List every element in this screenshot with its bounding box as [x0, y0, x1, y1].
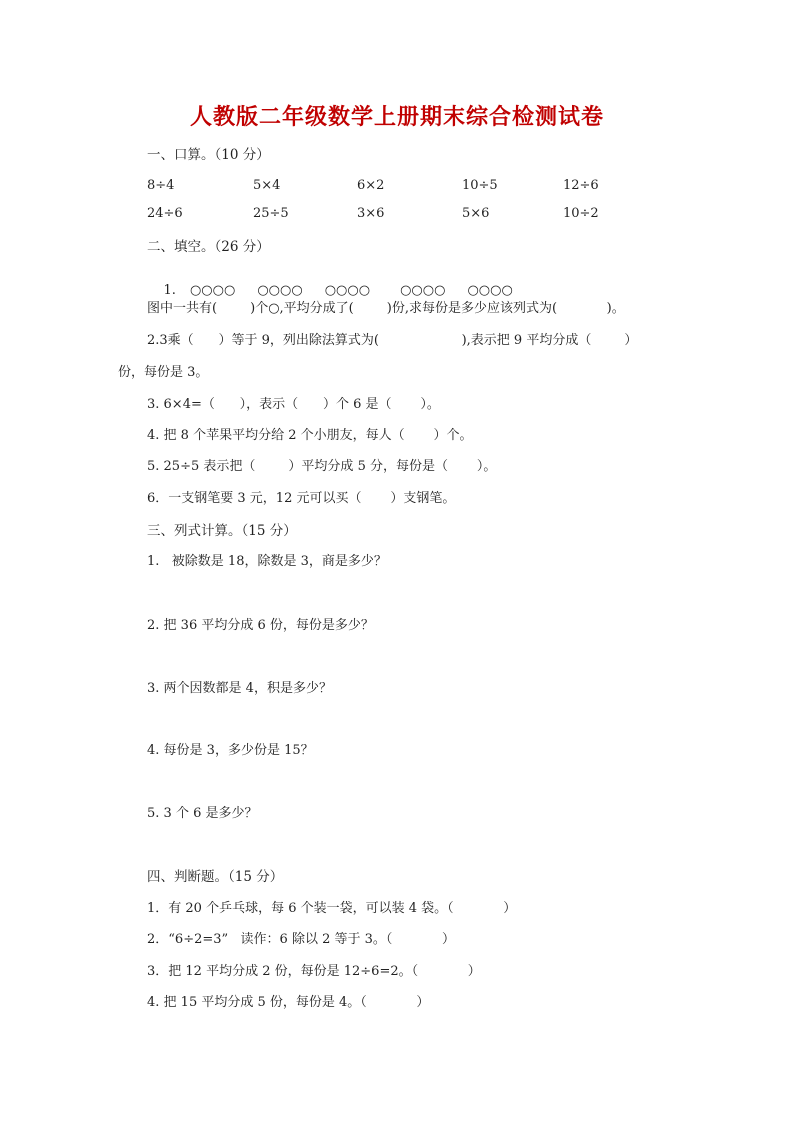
- judge-question: 3．把 12 平均分成 2 份，每份是 12÷6=2。（ ）: [147, 964, 481, 979]
- fill-question: 图中一共有( )个○,平均分成了( )份,求每份是多少应该列式为( )。: [147, 301, 625, 316]
- circle-group: ○○○○: [324, 283, 371, 298]
- circle-group: ○○○○: [400, 283, 446, 298]
- fill-question: 5. 25÷5 表示把（ ）平均分成 5 分，每份是（ ）。: [147, 459, 497, 474]
- oral-item: 12÷6: [563, 178, 599, 193]
- section3-heading: 三、列式计算。（15 分）: [147, 523, 297, 539]
- oral-item: 10÷2: [563, 206, 599, 221]
- calc-question: 1. 被除数是 18，除数是 3，商是多少？: [147, 554, 387, 569]
- fill-question: 6．一支钢笔要 3 元，12 元可以买（ ）支钢笔。: [147, 491, 456, 506]
- calc-question: 2. 把 36 平均分成 6 份，每份是多少？: [147, 618, 374, 633]
- section4-heading: 四、判断题。（15 分）: [147, 869, 284, 885]
- circle-group: ○○○○: [467, 283, 513, 298]
- oral-item: 5×4: [253, 178, 281, 193]
- circle-group: ○○○○: [189, 283, 236, 298]
- calc-question: 4. 每份是 3，多少份是 15？: [147, 743, 314, 758]
- circle-group: ○○○○: [257, 283, 303, 298]
- fill-question: 2.3乘（ ）等于 9，列出除法算式为( ),表示把 9 平均分成（ ）: [147, 333, 638, 348]
- judge-question: 1．有 20 个乒乓球，每 6 个装一袋，可以装 4 袋。（ ）: [147, 901, 517, 916]
- oral-item: 24÷6: [147, 206, 183, 221]
- judge-question: 2．“6÷2=3” 读作：6 除以 2 等于 3。（ ）: [147, 932, 455, 947]
- oral-item: 8÷4: [147, 178, 175, 193]
- section1-heading: 一、口算。（10 分）: [147, 147, 270, 163]
- calc-question: 3. 两个因数都是 4，积是多少？: [147, 681, 332, 696]
- oral-item: 6×2: [357, 178, 385, 193]
- oral-item: 5×6: [462, 206, 490, 221]
- section2-heading: 二、填空。（26 分）: [147, 239, 270, 255]
- exam-title: 人教版二年级数学上册期末综合检测试卷: [189, 105, 604, 130]
- oral-item: 3×6: [357, 206, 385, 221]
- fill-question: 4. 把 8 个苹果平均分给 2 个小朋友，每人（ ）个。: [147, 428, 473, 443]
- fill-question-continued: 份，每份是 3。: [118, 365, 209, 380]
- calc-question: 5. 3 个 6 是多少？: [147, 806, 258, 821]
- oral-item: 25÷5: [253, 206, 289, 221]
- judge-question: 4. 把 15 平均分成 5 份，每份是 4。（ ）: [147, 995, 430, 1010]
- fill-question: 3. 6×4=（ ），表示（ ）个 6 是（ ）。: [147, 397, 440, 412]
- oral-item: 10÷5: [462, 178, 498, 193]
- question-number: 1.: [163, 283, 176, 298]
